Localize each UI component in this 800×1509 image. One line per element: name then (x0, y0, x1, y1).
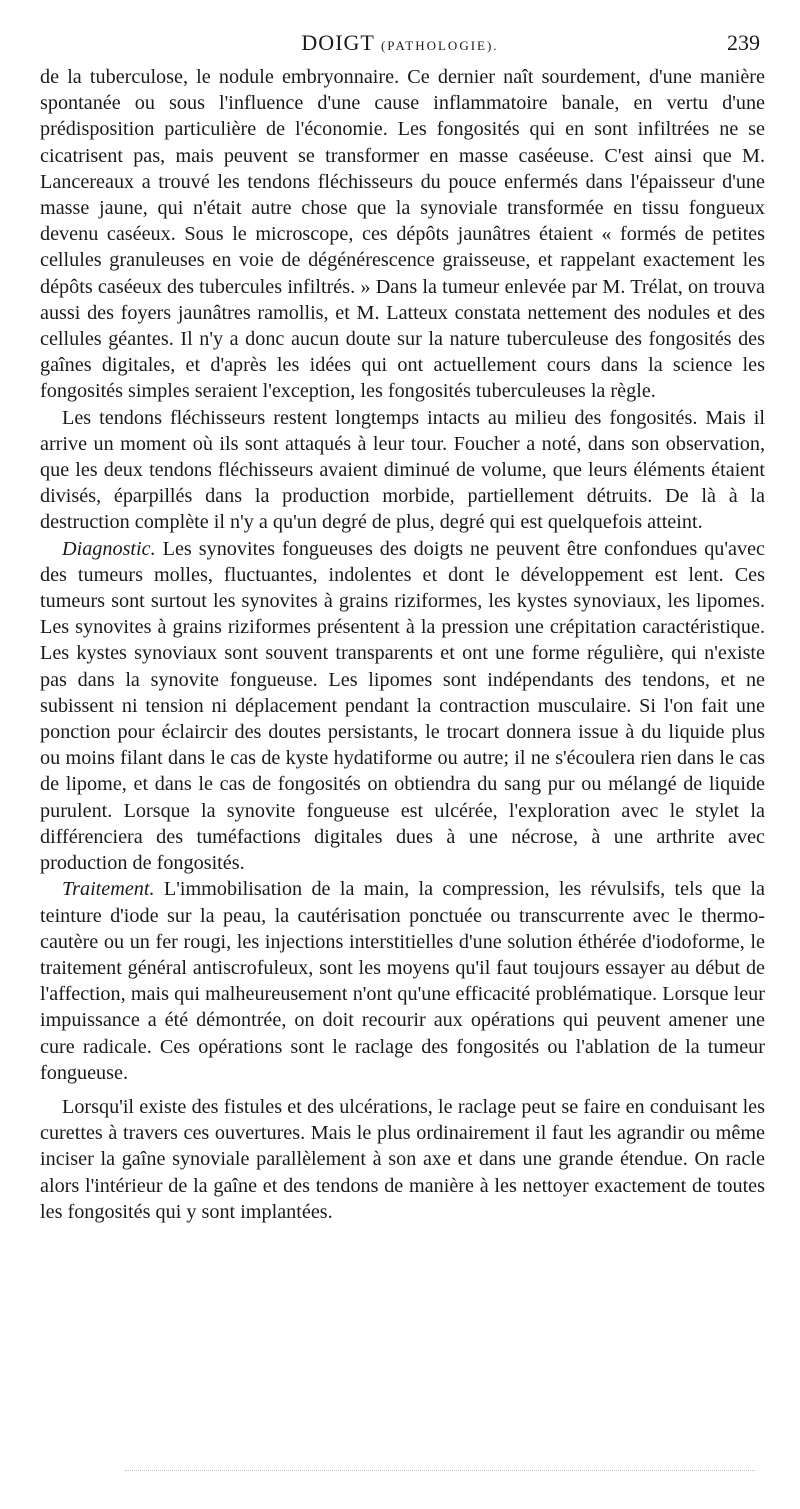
paragraph-text: de la tuberculose, le nodule embryonnaire. Ce dernier naît sourdement, d'une manière spontanée ou sous l'influence d'une cause inflammatoire banale, en vertu d'une prédisposition particulière de l'économie. Les fongosités qui en sont infiltrées ne se cicatrisent pas, mais peuvent se transformer en masse caséeuse. C'est ainsi que M. Lancereaux a trouvé les tendons fléchisseurs du pouce enfermés dans l'épaisseur d'une masse jaune, qui n'était autre chose que la synoviale transformée en tissu fongueux devenu caséeux. Sous le microscope, ces dépôts jaunâtres étaient « formés de petites cellules granuleuses en voie de dégénérescence graisseuse, et rappelant exactement les dépôts caséeux des tubercules infiltrés. » Dans la tumeur enlevée par M. Trélat, on trouva aussi des foyers jaunâtres ramollis, et M. Latteux constata nettement des nodules et des cellules géantes. Il n'y a donc aucun doute sur la nature tuberculeuse des fongosités des gaînes digitales, et d'après les idées qui ont actuellement cours dans la science les fongosités simples seraient l'exception, les fongosités tuberculeuses la règle. (40, 66, 765, 403)
paragraph-tendons (40, 405, 765, 536)
body-text (40, 64, 765, 1225)
paragraph-raclage (40, 1094, 765, 1225)
section-heading-diagnostic: Diagnostic. (62, 537, 156, 560)
page-number: 239 (727, 30, 760, 55)
paragraph-text: Les synovites fongueuses des doigts ne peuvent être confondues qu'avec des tumeurs molles, fluctuantes, indolentes et dont le développement est lent. Ces tumeurs sont surtout les synovites à grains riziformes, les kystes synoviaux, les lipomes. Les synovites à grains riziformes présentent à la pression une crépitation caractéristique. Les kystes synoviaux sont souvent transparents et ont une forme régulière, qui n'existe pas dans la synovite fongueuse. Les lipomes sont indépendants des tendons, et ne subissent ni tension ni déplacement pendant la contraction musculaire. Si l'on fait une ponction pour éclaircir des doutes persistants, le trocart donnera issue à du liquide plus ou moins filant dans le cas de kyste hydatiforme ou autre; il ne s'écoulera rien dans le cas de lipome, et dans le cas de fongosités on obtiendra du sang pur ou mélangé de liquide purulent. Lorsque la synovite fongueuse est ulcérée, l'exploration avec le stylet la différenciera des tuméfactions digitales dues à une nécrose, à une arthrite avec production de fongosités. (40, 537, 765, 875)
paragraph-diagnostic (40, 536, 765, 877)
running-head (40, 30, 760, 58)
paragraph-text: Les tendons fléchisseurs restent longtemps intacts au milieu des fongosités. Mais il arrive un moment où ils sont attaqués à leur tour. Foucher a noté, dans son observation, que les deux tendons fléchisseurs avaient diminué de volume, que leurs éléments étaient divisés, éparpillés dans la production morbide, partiellement détruits. De là à la destruction complète il n'y a qu'un degré de plus, degré qui est quelquefois atteint. (40, 406, 765, 534)
paragraph-tuberculose (40, 64, 765, 405)
paragraph-text: L'immobilisation de la main, la compression, les révulsifs, tels que la teinture d'iode sur la peau, la cautérisation ponctuée ou transcurrente avec le thermo-cautère ou un fer rougi, les injections interstitielles d'une solution éthérée d'iodoforme, le traitement général antiscrofuleux, sont les moyens qu'il faut toujours essayer au début de l'affection, mais qui malheureusement n'ont qu'une efficacité problématique. Lorsque leur impuissance a été démontrée, on doit recourir aux opérations qui peuvent amener une cure radicale. Ces opérations sont le raclage des fongosités ou l'ablation de la tumeur fongueuse. (40, 878, 765, 1084)
running-title-subtitle: (PATHOLOGIE). (380, 38, 499, 53)
section-heading-traitement: Traitement. (62, 878, 155, 901)
running-title (40, 30, 760, 56)
running-title-word: DOIGT (301, 30, 375, 55)
bleed-through-line (125, 1470, 755, 1471)
paragraph-text: Lorsqu'il existe des fistules et des ulcérations, le raclage peut se faire en conduisant les curettes à travers ces ouvertures. Mais le plus ordinairement il faut les agrandir ou même inciser la gaîne synoviale parallèlement à son axe et dans une grande étendue. On racle alors l'intérieur de la gaîne et des tendons de manière à les nettoyer exactement de toutes les fongosités qui y sont implantées. (40, 1095, 765, 1223)
paragraph-traitement (40, 876, 765, 1086)
